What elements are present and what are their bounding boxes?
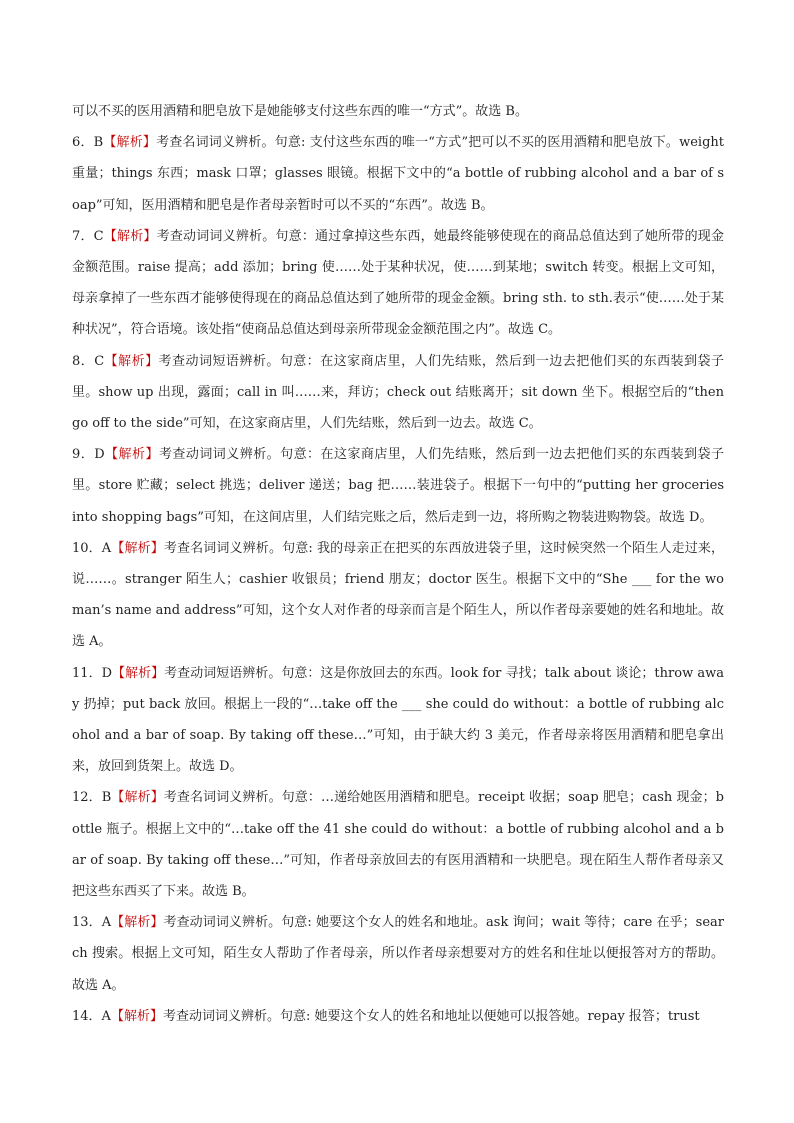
- intro-text: 可以不买的医用酒精和肥皂放下是她能够支付这些东西的唯一“方式”。故选 B。: [72, 104, 528, 119]
- answer-number: 13．A: [72, 915, 112, 931]
- answer-number: 11．D: [72, 665, 113, 681]
- answer-number: 6．B: [72, 135, 104, 151]
- answer-item-9: [72, 439, 724, 533]
- answer-item-8: [72, 346, 724, 440]
- analysis-tag: 【解析】: [104, 447, 159, 463]
- analysis-tag: 【解析】: [112, 665, 165, 681]
- answer-explanation: 考查动词短语辨析。句意：在这家商店里，人们先结账，然后到一边去把他们买的东西装到袋子里。show up 出现，露面；call in 叫……来，拜访；check out 结账离开；sit down 坐下。根据空后的“then go off to the side”可知，在这家商店里，人们先结账，然后到一边去。故选 C。: [72, 353, 724, 432]
- answer-explanation: 考查名词词义辨析。句意: 我的母亲正在把买的东西放进袋子里，这时候突然一个陌生人走过来，说……。stranger 陌生人；cashier 收银员；friend 朋友；doctor 医生。根据下文中的“She ___ for the woman’s name and address”可知，这个女人对作者的母亲而言是个陌生人，所以作者母亲要她的姓名和地址。故选 A。: [72, 540, 724, 650]
- answer-item-6: [72, 127, 724, 221]
- answer-explanation: 考查动词词义辨析。句意: 她要这个女人的姓名和地址以便她可以报答她。repay 报答；trust: [162, 1008, 700, 1024]
- answer-explanation: 考查动词短语辨析。句意：这是你放回去的东西。look for 寻找；talk about 谈论；throw away 扔掉；put back 放回。根据上一段的“…take off the ___ she could do without：a bottle of rubbing alcohol and a bar of soap. By taking off these…”可知，由于缺大约 3 美元，作者母亲将医用酒精和肥皂拿出来，放回到货架上。故选 D。: [72, 665, 724, 775]
- analysis-tag: 【解析】: [104, 353, 159, 369]
- analysis-tag: 【解析】: [111, 790, 164, 806]
- analysis-tag: 【解析】: [110, 1008, 163, 1024]
- answer-number: 10．A: [72, 540, 112, 556]
- answer-explanation: 考查动词词义辨析。句意：通过拿掉这些东西，她最终能够使现在的商品总值达到了她所带的现金金额范围。raise 提高；add 添加；bring 使……处于某种状况，使……到某地；switch 转变。根据上文可知，母亲拿掉了一些东西才能够使得现在的商品总值达到了她所带的现金金额。bring sth. to sth.表示“使……处于某种状况”，符合语境。该处指“使商品总值达到母亲所带现金金额范围之内”。故选 C。: [72, 228, 724, 338]
- answer-item-7: [72, 221, 724, 346]
- answer-item-11: [72, 658, 724, 783]
- analysis-tag: 【解析】: [103, 228, 157, 244]
- document-page: [72, 96, 724, 1032]
- answer-number: 14．A: [72, 1008, 111, 1024]
- answer-explanation: 考查名词词义辨析。句意: 支付这些东西的唯一“方式”把可以不买的医用酒精和肥皂放下。weight 重量；things 东西；mask 口罩；glasses 眼镜。根据下文中的“a bottle of rubbing alcohol and a bar of soap”可知，医用酒精和肥皂是作者母亲暂时可以不买的“东西”。故选 B。: [72, 135, 725, 213]
- analysis-tag: 【解析】: [103, 135, 157, 151]
- answer-item-13: [72, 907, 724, 1001]
- analysis-tag: 【解析】: [111, 915, 164, 931]
- answer-explanation: 考查名词词义辨析。句意：…递给她医用酒精和肥皂。receipt 收据；soap 肥皂；cash 现金；bottle 瓶子。根据上文中的“…take off the 41 she could do without：a bottle of rubbing alcohol and a bar of soap. By taking off these…”可知，作者母亲放回去的有医用酒精和一块肥皂。现在陌生人帮作者母亲又把这些东西买了下来。故选 B。: [72, 790, 724, 900]
- answer-item-12: [72, 782, 724, 907]
- answer-item-10: [72, 533, 724, 658]
- answer-number: 8．C: [72, 353, 105, 369]
- answer-explanation: 考查动词词义辨析。句意: 她要这个女人的姓名和地址。ask 询问；wait 等待；care 在乎；search 搜索。根据上文可知，陌生女人帮助了作者母亲，所以作者母亲想要对方的姓名和住址以便报答对方的帮助。故选 A。: [72, 915, 724, 993]
- answer-explanation: 考查动词词义辨析。句意：在这家商店里，人们先结账，然后到一边去把他们买的东西装到袋子里。store 贮藏；select 挑选；deliver 递送；bag 把……装进袋子。根据下一句中的“putting her groceries into shopping bags”可知，在这间店里，人们结完账之后，然后走到一边，将所购之物装进购物袋。故选 D。: [72, 447, 724, 525]
- answer-number: 9．D: [72, 447, 105, 463]
- answer-number: 7．C: [72, 228, 104, 244]
- analysis-tag: 【解析】: [111, 540, 164, 556]
- intro-paragraph: [72, 96, 724, 127]
- answer-number: 12．B: [72, 790, 112, 806]
- answer-item-14: [72, 1001, 724, 1032]
